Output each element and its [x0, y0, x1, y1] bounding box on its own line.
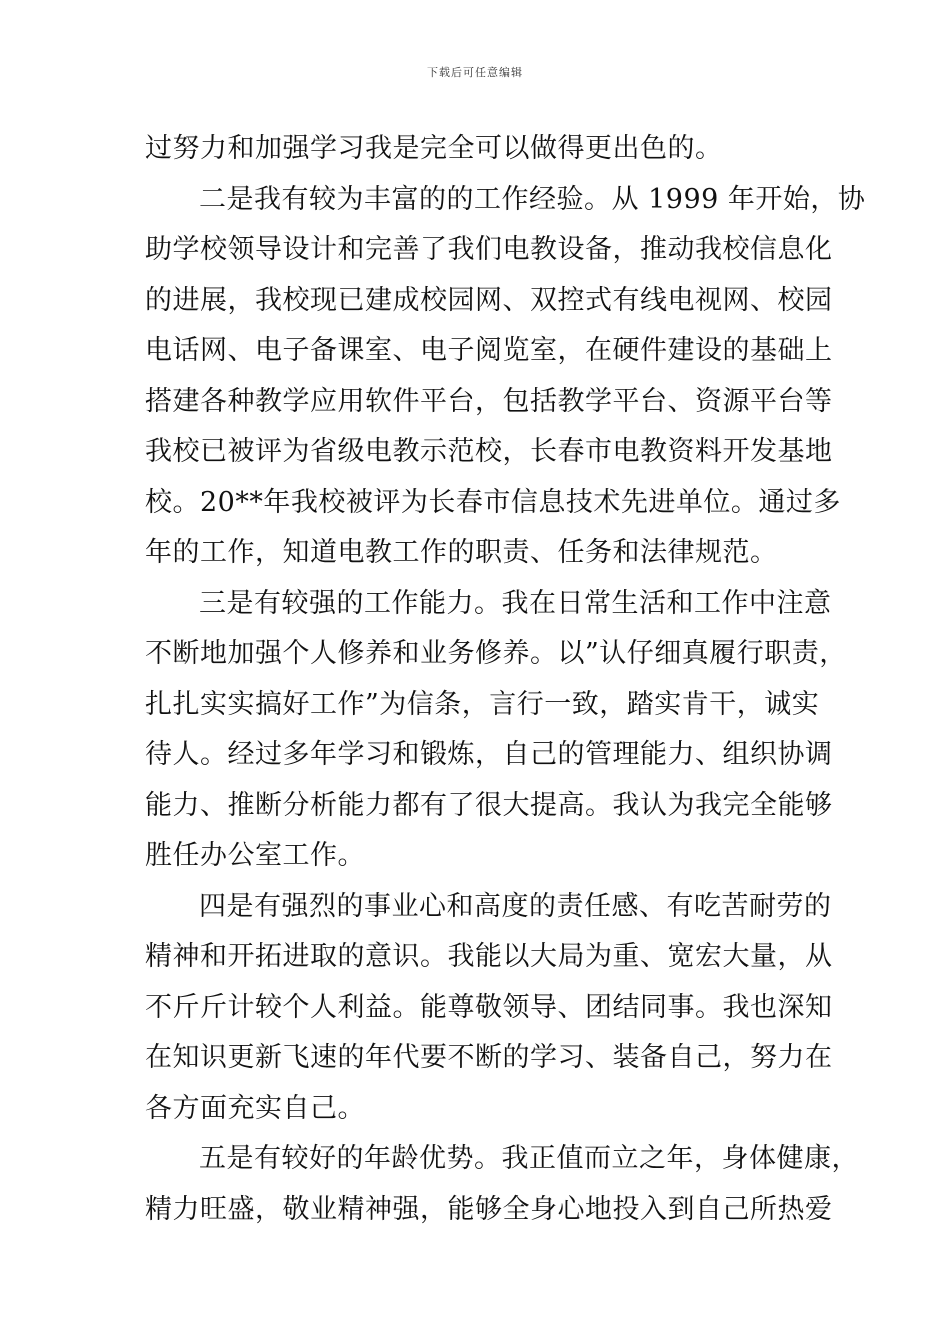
document-body: [145, 124, 866, 1235]
text-line: 助学校领导设计和完善了我们电教设备，推动我校信息化: [145, 234, 833, 265]
text-line: 电话网、电子备课室、电子阅览室，在硬件建设的基础上: [145, 335, 833, 366]
text-line: 我校已被评为省级电教示范校，长春市电教资料开发基地: [145, 436, 833, 467]
text-line: 年的工作，知道电教工作的职责、任务和法律规范。: [145, 537, 778, 568]
text-line: 的进展，我校现已建成校园网、双控式有线电视网、校园: [145, 284, 833, 316]
paragraph-start-line: 四是有强烈的事业心和高度的责任感、有吃苦耐劳的: [199, 890, 832, 922]
text-line: 能力、推断分析能力都有了很大提高。我认为我完全能够: [145, 789, 833, 821]
text-line: 扎扎实实搞好工作”为信条，言行一致，踏实肯干，诚实: [145, 688, 820, 720]
paragraph-start-line: 二是我有较为丰富的的工作经验。从 1999 年开始，协: [199, 183, 866, 215]
text-line: 精神和开拓进取的意识。我能以大局为重、宽宏大量，从: [145, 941, 833, 972]
page-header: 下载后可任意编辑: [427, 66, 523, 79]
text-line: 精力旺盛，敬业精神强，能够全身心地投入到自己所热爱: [145, 1193, 833, 1225]
text-line: 搭建各种教学应用软件平台，包括教学平台、资源平台等: [145, 385, 833, 417]
paragraph-start-line: 五是有较好的年龄优势。我正值而立之年，身体健康，: [199, 1143, 859, 1174]
text-line: 在知识更新飞速的年代要不断的学习、装备自己，努力在: [145, 1042, 833, 1073]
text-line: 胜任办公室工作。: [145, 840, 365, 871]
text-line: 不断地加强个人修养和业务修养。以”认仔细真履行职责，: [145, 638, 847, 669]
text-line: 不斤斤计较个人利益。能尊敬领导、团结同事。我也深知: [145, 991, 833, 1023]
text-line: 过努力和加强学习我是完全可以做得更出色的。: [145, 133, 723, 164]
paragraph-start-line: 三是有较强的工作能力。我在日常生活和工作中注意: [199, 587, 832, 619]
text-line: 各方面充实自己。: [145, 1092, 365, 1124]
text-line: 校。20**年我校被评为长春市信息技术先进单位。通过多: [145, 486, 841, 518]
text-line: 待人。经过多年学习和锻炼，自己的管理能力、组织协调: [145, 739, 833, 770]
